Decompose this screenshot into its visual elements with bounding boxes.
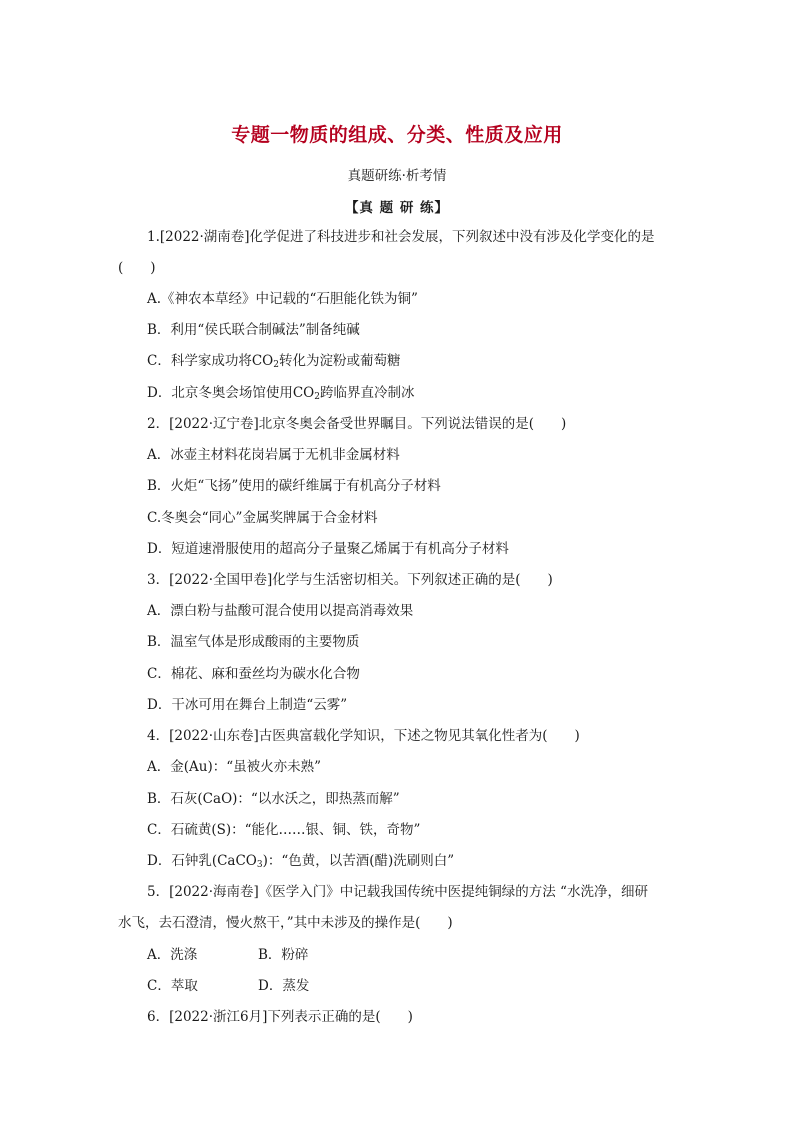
question-2-option-a: A．冰壶主材料花岗岩属于无机非金属材料 — [147, 447, 400, 463]
question-5-option-c: C．萃取 — [147, 978, 198, 994]
question-2-option-d: D．短道速滑服使用的超高分子量聚乙烯属于有机高分子材料 — [147, 541, 509, 557]
question-3-option-d: D．干冰可用在舞台上制造“云雾” — [147, 697, 348, 713]
question-4-option-b: B．石灰(CaO)：“以水沃之，即热蒸而解” — [147, 791, 400, 807]
page-title: 专题一物质的组成、分类、性质及应用 — [231, 124, 563, 146]
question-1-option-b: B．利用“侯氏联合制碱法”制备纯碱 — [147, 322, 360, 338]
question-5-stem: 5．[2022·海南卷]《医学入门》中记载我国传统中医提纯铜绿的方法 “水洗净，细研 — [147, 884, 648, 900]
page-subtitle: 真题研练·析考情 — [347, 168, 447, 184]
question-5-option-d: D．蒸发 — [258, 978, 310, 994]
question-3-option-b: B．温室气体是形成酸雨的主要物质 — [147, 634, 360, 650]
question-3-option-c: C．棉花、麻和蚕丝均为碳水化合物 — [147, 666, 360, 682]
question-1-stem: 1.[2022·湖南卷]化学促进了科技进步和社会发展，下列叙述中没有涉及化学变化的是 — [147, 229, 655, 245]
question-2-stem: 2．[2022·辽宁卷]北京冬奥会备受世界瞩目。下列说法错误的是( ) — [147, 416, 567, 432]
question-5-option-a: A．洗涤 — [147, 947, 198, 963]
question-2-option-c: C.冬奥会“同心”金属奖牌属于合金材料 — [147, 510, 378, 526]
question-4-option-a: A．金(Au)：“虽被火亦未熟” — [147, 759, 322, 775]
question-3-option-a: A．漂白粉与盐酸可混合使用以提高消毒效果 — [147, 603, 414, 619]
question-1-answer-bracket: ( ) — [118, 260, 156, 276]
question-4-stem: 4．[2022·山东卷]古医典富载化学知识，下述之物见其氧化性者为( ) — [147, 728, 580, 744]
question-4-option-d: D．石钟乳(CaCO$_3$)：“色黄，以苦酒(醋)洗刷则白” — [147, 853, 455, 870]
question-1-option-c: C．科学家成功将$CO_2$转化为淀粉或葡萄糖 — [147, 353, 401, 370]
question-3-stem: 3．[2022·全国甲卷]化学与生活密切相关。下列叙述正确的是( ) — [147, 572, 553, 588]
question-5-option-b: B．粉碎 — [258, 947, 309, 963]
question-1-option-a: A.《神农本草经》中记载的“石胆能化铁为铜” — [147, 291, 418, 307]
question-5-stem-continued: 水飞，去石澄清，慢火熬干，”其中未涉及的操作是( ) — [118, 915, 453, 931]
question-2-option-b: B．火炬“飞扬”使用的碳纤维属于有机高分子材料 — [147, 478, 441, 494]
question-4-option-c: C．石硫黄(S)：“能化……银、铜、铁，奇物” — [147, 822, 421, 838]
question-1-option-d: D．北京冬奥会场馆使用$CO_2$跨临界直冷制冰 — [147, 385, 415, 402]
question-6-stem: 6．[2022·浙江6月]下列表示正确的是( ) — [147, 1009, 413, 1025]
section-heading: 【真 题 研 练】 — [344, 200, 450, 216]
